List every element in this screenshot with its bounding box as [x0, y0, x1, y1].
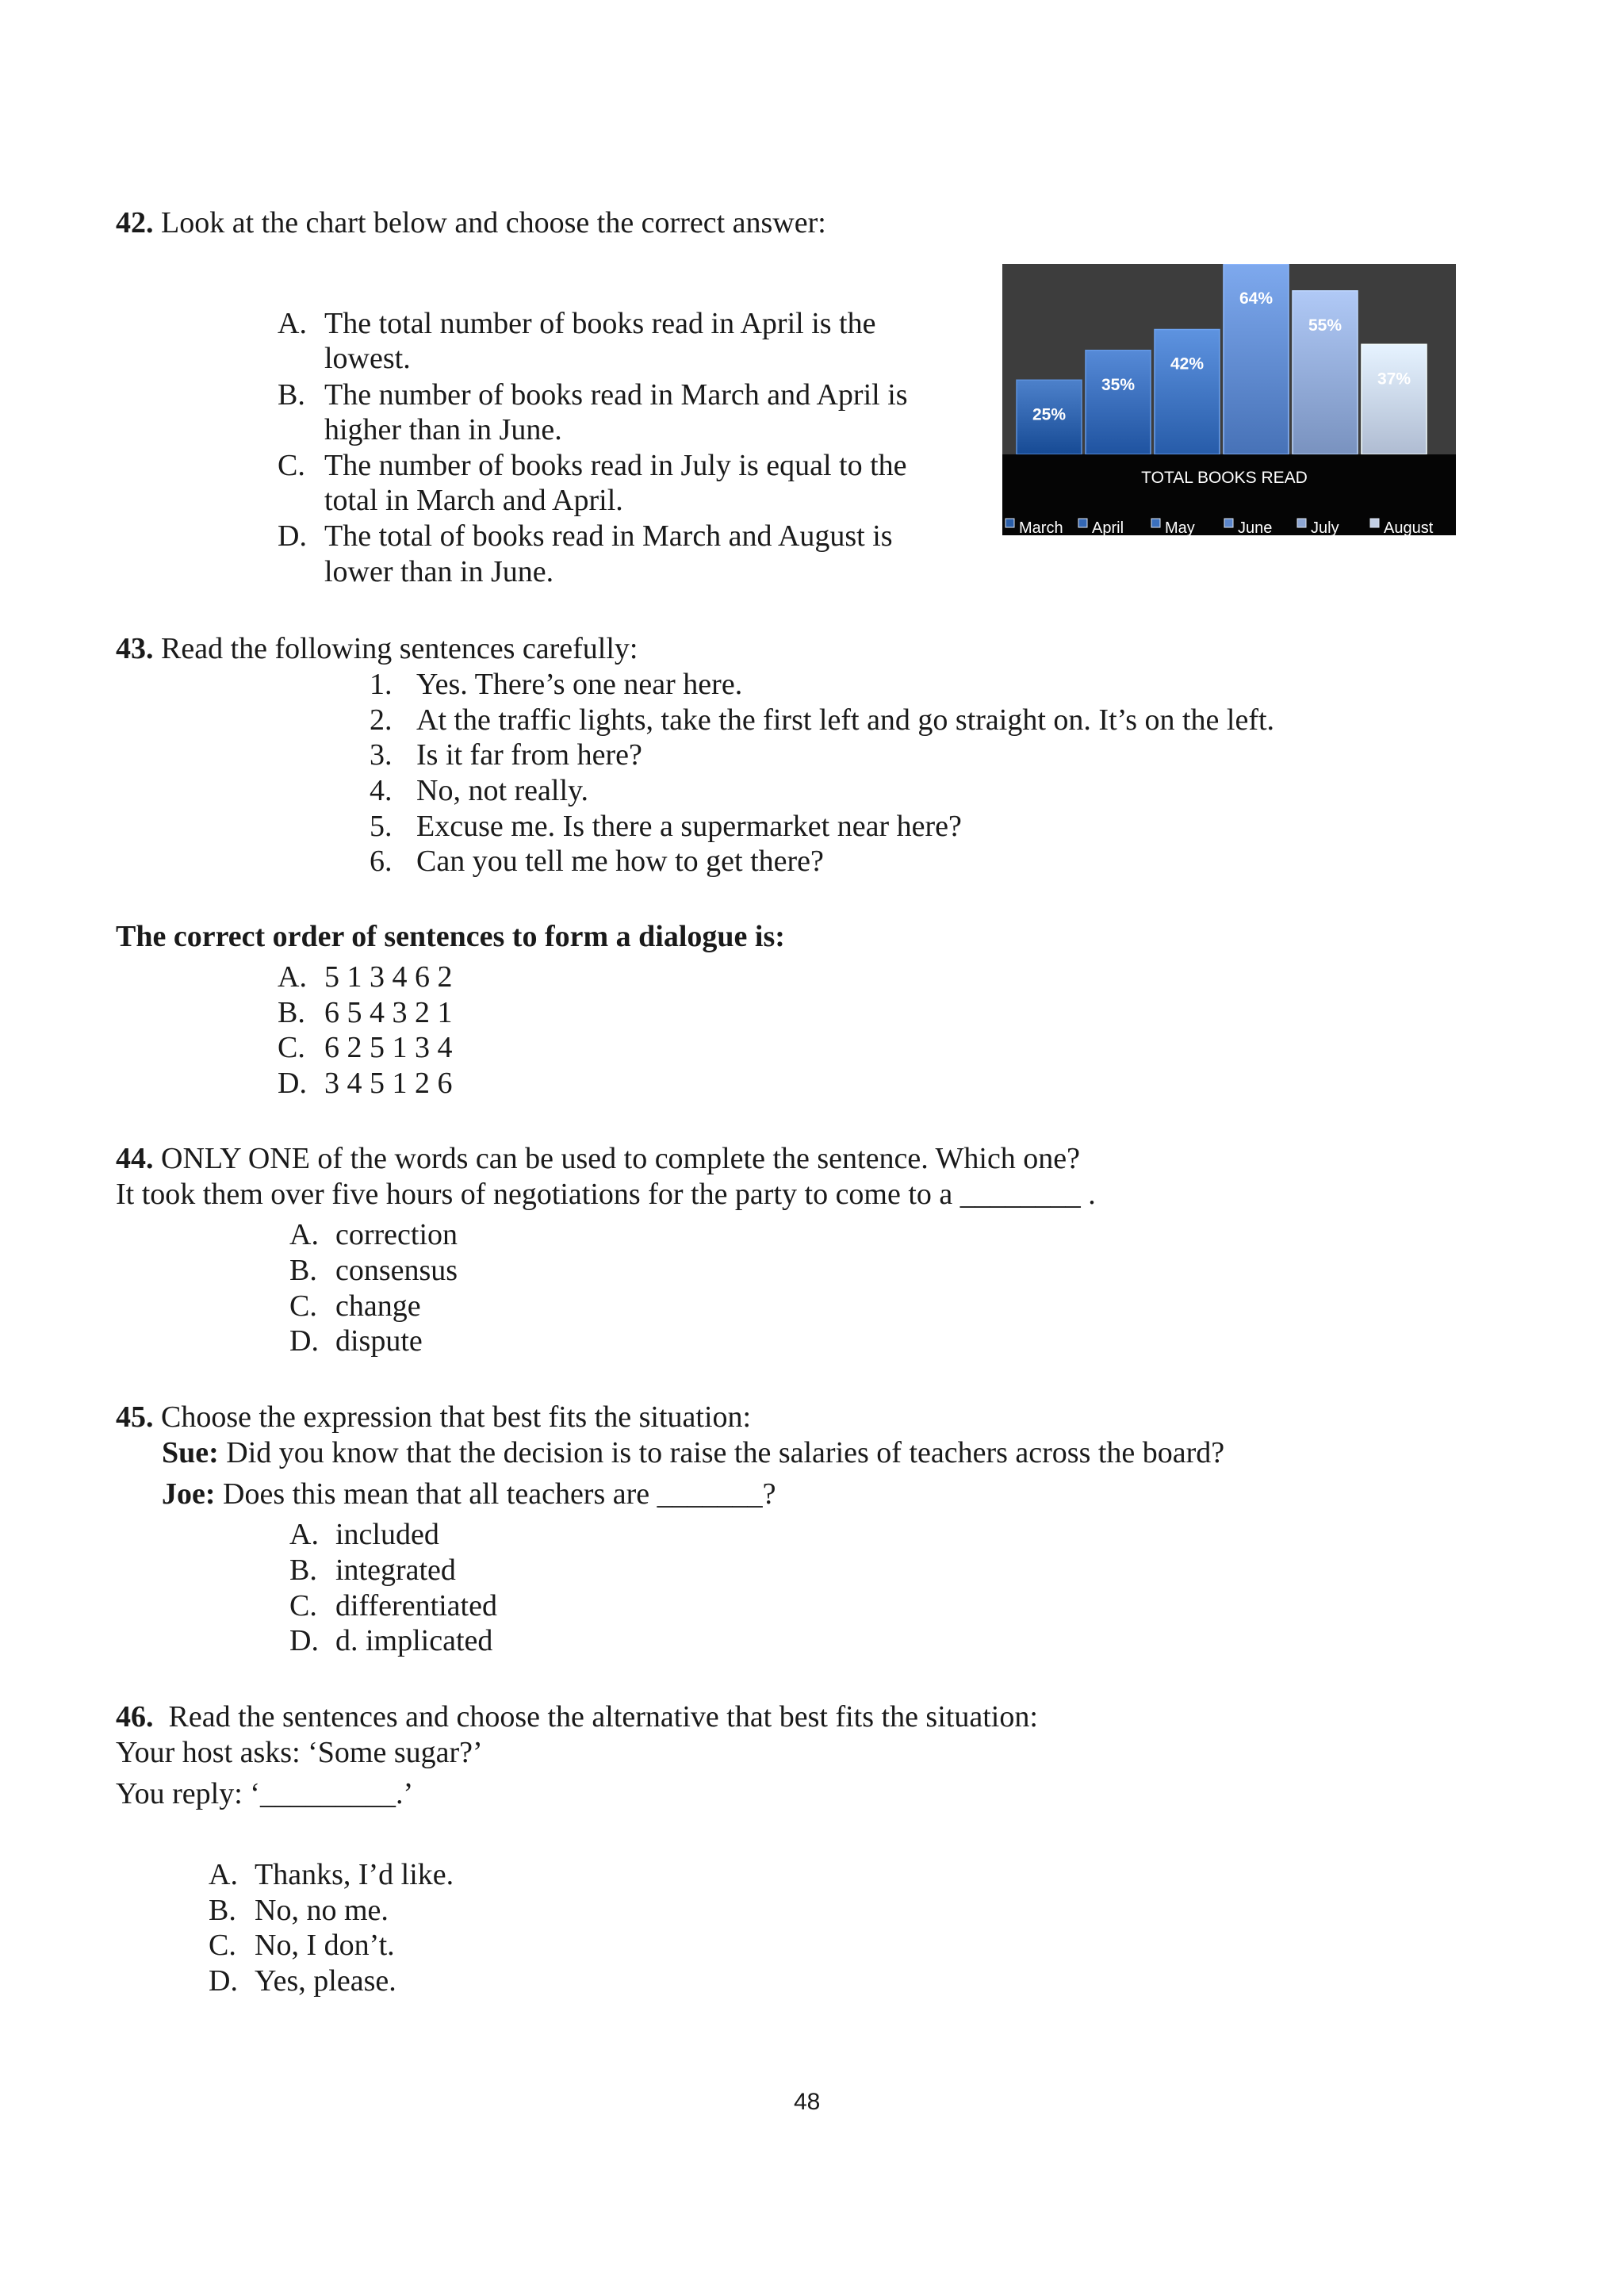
- legend-label: August: [1384, 519, 1434, 535]
- data-label: 64%: [1239, 289, 1274, 308]
- question-prompt: Choose the expression that best fits the situation:: [161, 1400, 752, 1434]
- question-43-header: [116, 634, 638, 664]
- option-text[interactable]: included: [335, 1518, 439, 1551]
- data-label: 55%: [1308, 316, 1342, 335]
- speaker-name: Joe:: [162, 1477, 216, 1511]
- option-text[interactable]: total in March and April.: [324, 484, 623, 517]
- option-text[interactable]: lower than in June.: [324, 555, 554, 588]
- question-number: 46.: [116, 1700, 154, 1734]
- legend-swatch: [1151, 519, 1160, 527]
- sentence-text: Yes. There’s one near here.: [416, 668, 743, 701]
- legend-swatch: [1224, 519, 1233, 527]
- option-text[interactable]: integrated: [335, 1554, 456, 1587]
- host-line: Your host asks: ‘Some sugar?’: [116, 1736, 483, 1769]
- question-45-header: [116, 1402, 751, 1432]
- bar-july: [1293, 291, 1358, 454]
- sentence-number: 5.: [370, 810, 393, 843]
- option-text[interactable]: No, no me.: [255, 1894, 389, 1927]
- sentence-text: It took them over five hours of negotiations for the party to come to a: [116, 1178, 953, 1211]
- question-42-header: [116, 208, 826, 238]
- option-text[interactable]: 6 2 5 1 3 4: [324, 1031, 453, 1064]
- joe-line: [162, 1479, 776, 1509]
- answer-blank: _________: [259, 1777, 396, 1810]
- option-text[interactable]: The total number of books read in April is the: [324, 307, 876, 340]
- sentence-number: 2.: [370, 703, 393, 737]
- question-number: 42.: [116, 206, 154, 239]
- legend-label: March: [1019, 519, 1063, 535]
- sentence-number: 4.: [370, 774, 393, 807]
- option-letter[interactable]: C.: [278, 449, 305, 482]
- sentence-end: .: [1080, 1178, 1096, 1211]
- option-text[interactable]: No, I don’t.: [255, 1929, 395, 1962]
- data-label: 42%: [1170, 354, 1205, 374]
- option-letter[interactable]: C.: [209, 1929, 236, 1962]
- legend-label: June: [1238, 519, 1273, 535]
- option-text[interactable]: dispute: [335, 1324, 423, 1358]
- bar-april: [1086, 351, 1151, 454]
- option-text[interactable]: higher than in June.: [324, 413, 562, 446]
- option-letter[interactable]: D.: [278, 1067, 307, 1100]
- option-letter[interactable]: B.: [278, 996, 305, 1029]
- legend-swatch: [1370, 519, 1379, 527]
- option-text[interactable]: change: [335, 1289, 421, 1323]
- question-46-header: [116, 1702, 1038, 1732]
- dialogue-text: Did you know that the decision is to raise the salaries of teachers across the board?: [226, 1436, 1225, 1469]
- option-letter[interactable]: A.: [278, 960, 307, 994]
- legend-label: April: [1092, 519, 1124, 535]
- order-prompt: The correct order of sentences to form a dialogue is:: [116, 920, 785, 953]
- question-number: 45.: [116, 1400, 154, 1434]
- sentence-text: Is it far from here?: [416, 738, 642, 772]
- option-letter[interactable]: B.: [209, 1894, 236, 1927]
- option-text[interactable]: consensus: [335, 1254, 458, 1287]
- question-prompt: ONLY ONE of the words can be used to complete the sentence. Which one?: [161, 1142, 1081, 1175]
- sentence-number: 6.: [370, 845, 393, 878]
- bar-august: [1362, 344, 1427, 454]
- option-text[interactable]: 5 1 3 4 6 2: [324, 960, 453, 994]
- chart-title: TOTAL BOOKS READ: [1141, 469, 1308, 487]
- question-number: 44.: [116, 1142, 154, 1175]
- data-label: 35%: [1101, 375, 1136, 394]
- option-text[interactable]: 6 5 4 3 2 1: [324, 996, 453, 1029]
- sentence-text: Can you tell me how to get there?: [416, 845, 824, 878]
- question-number: 43.: [116, 632, 154, 665]
- question-prompt: Read the sentences and choose the alternative that best fits the situation:: [168, 1700, 1038, 1734]
- option-text[interactable]: The total of books read in March and August is: [324, 519, 893, 553]
- reply-line: [116, 1779, 413, 1809]
- sue-line: [162, 1438, 1224, 1468]
- option-text[interactable]: Yes, please.: [255, 1964, 396, 1998]
- option-text[interactable]: differentiated: [335, 1589, 497, 1622]
- sentence-number: 1.: [370, 668, 393, 701]
- question-prompt: Read the following sentences carefully:: [161, 632, 638, 665]
- option-letter[interactable]: D.: [289, 1624, 319, 1657]
- option-letter[interactable]: B.: [278, 378, 305, 412]
- reply-text: You reply: ‘: [116, 1777, 260, 1810]
- option-text[interactable]: Thanks, I’d like.: [255, 1858, 454, 1891]
- option-letter[interactable]: A.: [278, 307, 307, 340]
- books-read-chart: [1002, 264, 1456, 535]
- option-letter[interactable]: A.: [289, 1518, 319, 1551]
- option-text[interactable]: The number of books read in March and April is: [324, 378, 908, 412]
- option-letter[interactable]: B.: [289, 1254, 317, 1287]
- sentence-text: At the traffic lights, take the first left and go straight on. It’s on the left.: [416, 703, 1275, 737]
- option-letter[interactable]: D.: [278, 519, 307, 553]
- page-number: 48: [794, 2089, 821, 2115]
- answer-blank: _______: [657, 1477, 763, 1511]
- legend-label: May: [1165, 519, 1195, 535]
- option-letter[interactable]: A.: [209, 1858, 238, 1891]
- data-label: 37%: [1377, 370, 1411, 389]
- legend-swatch: [1005, 519, 1014, 527]
- option-letter[interactable]: B.: [289, 1554, 317, 1587]
- question-44-header: [116, 1144, 1080, 1174]
- option-text[interactable]: 3 4 5 1 2 6: [324, 1067, 453, 1100]
- option-text[interactable]: correction: [335, 1218, 458, 1251]
- option-text[interactable]: The number of books read in July is equal to the: [324, 449, 907, 482]
- option-letter[interactable]: C.: [289, 1589, 317, 1622]
- sentence-text: Excuse me. Is there a supermarket near here?: [416, 810, 962, 843]
- sentence-text: No, not really.: [416, 774, 589, 807]
- answer-blank: ________: [959, 1178, 1081, 1211]
- bar-chart: [1002, 264, 1456, 535]
- dialogue-text: Does this mean that all teachers are: [223, 1477, 650, 1511]
- option-text[interactable]: lowest.: [324, 342, 411, 375]
- dialogue-end: ?: [762, 1477, 776, 1511]
- option-letter[interactable]: C.: [289, 1289, 317, 1323]
- data-label: 25%: [1032, 405, 1067, 424]
- legend-swatch: [1297, 519, 1306, 527]
- question-44-sentence: [116, 1179, 1096, 1209]
- sentence-number: 3.: [370, 738, 393, 772]
- reply-end: .’: [395, 1777, 414, 1810]
- legend-swatch: [1078, 519, 1087, 527]
- legend-label: July: [1311, 519, 1339, 535]
- question-prompt: Look at the chart below and choose the correct answer:: [161, 206, 826, 239]
- speaker-name: Sue:: [162, 1436, 219, 1469]
- bar-may: [1155, 330, 1220, 455]
- option-letter[interactable]: D.: [289, 1324, 319, 1358]
- option-letter[interactable]: D.: [209, 1964, 238, 1998]
- option-letter[interactable]: A.: [289, 1218, 319, 1251]
- option-text[interactable]: d. implicated: [335, 1624, 493, 1657]
- option-letter[interactable]: C.: [278, 1031, 305, 1064]
